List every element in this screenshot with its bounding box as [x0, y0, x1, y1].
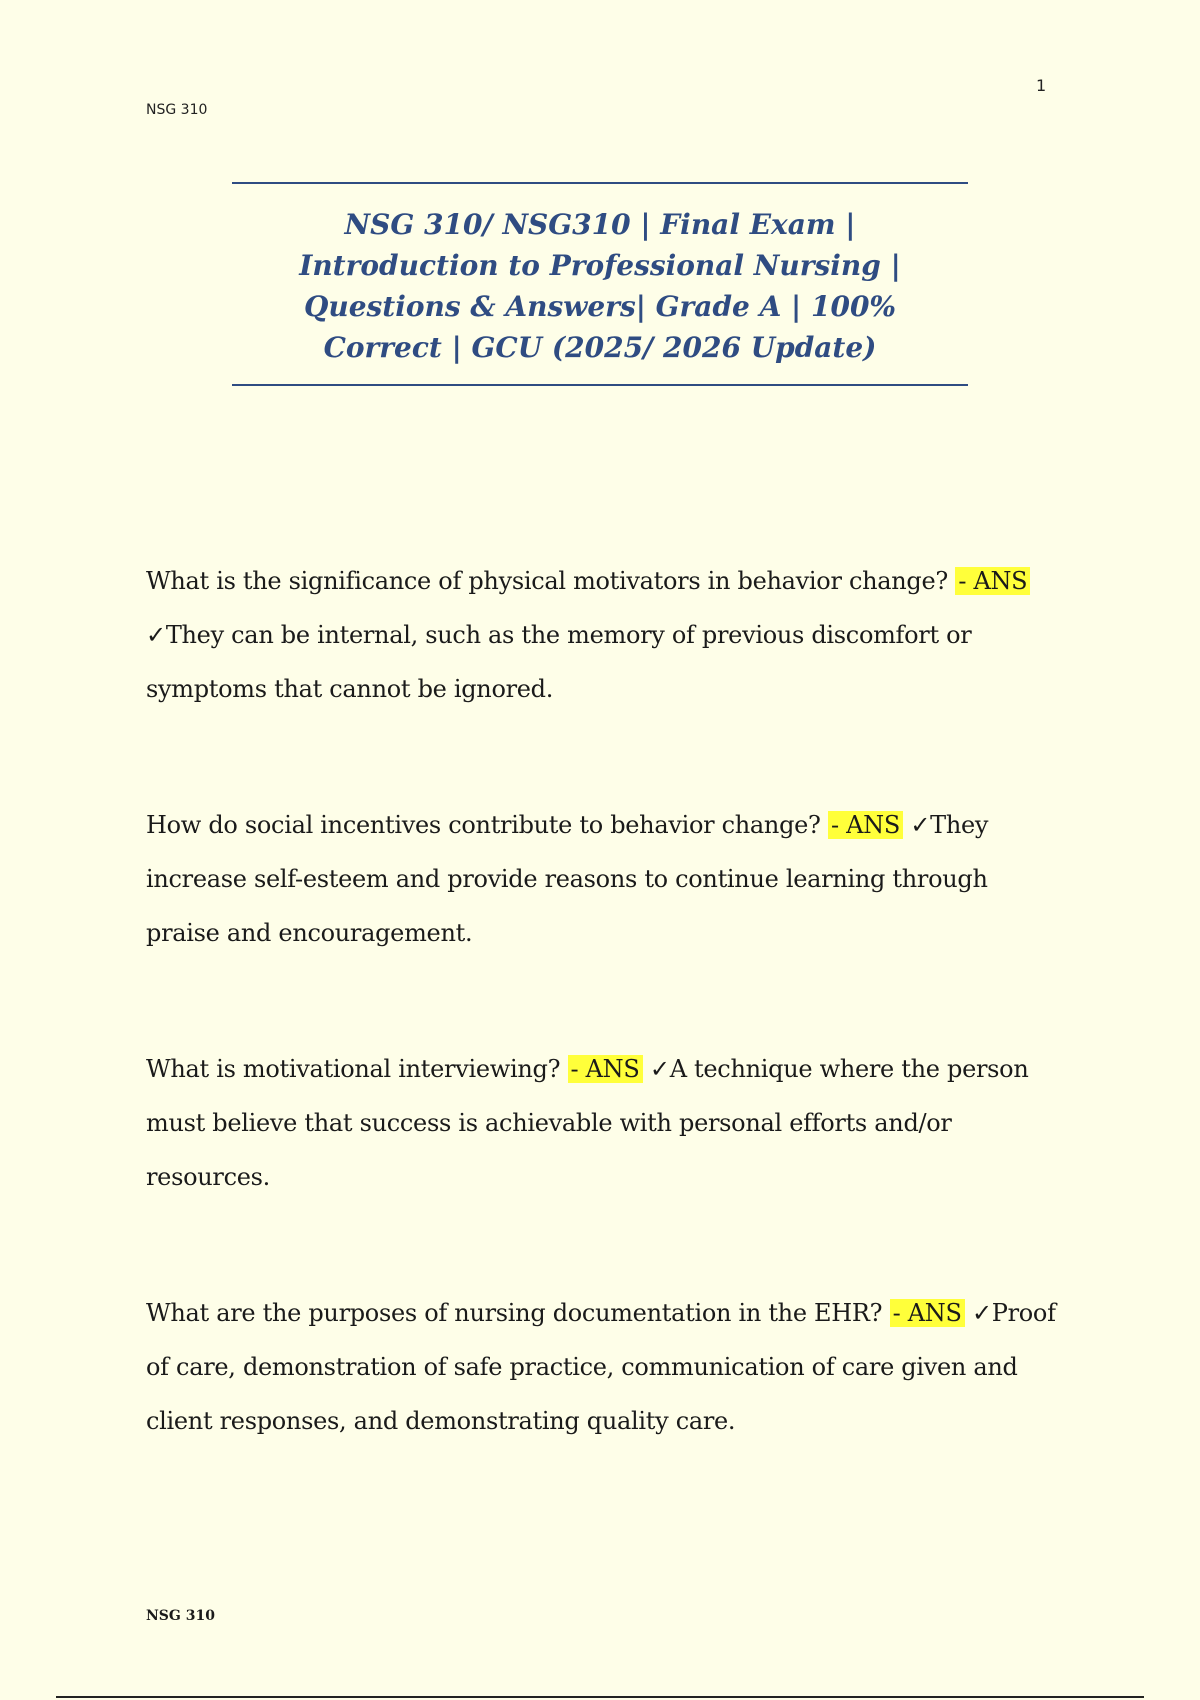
footer-divider: [56, 1696, 1144, 1698]
qa-item: [146, 798, 1058, 960]
header-label: NSG 310: [146, 102, 208, 118]
qa-item: [146, 1286, 1058, 1448]
question-text: What are the purposes of nursing documentation in the EHR?: [146, 1299, 883, 1327]
qa-list: [146, 554, 1058, 1530]
title-block: [232, 182, 968, 386]
check-icon: ✓: [146, 621, 166, 649]
question-text: What is motivational interviewing?: [146, 1055, 561, 1083]
page-number: 1: [1036, 76, 1047, 95]
check-icon: ✓: [649, 1055, 670, 1083]
check-icon: ✓: [971, 1299, 992, 1327]
qa-item: [146, 554, 1058, 716]
ans-label: - ANS: [568, 1055, 643, 1083]
ans-label: - ANS: [955, 567, 1030, 595]
answer-text: Proof of care, demonstration of safe practice, communication of care given and client responses, and demonstrating quality care.: [146, 1299, 1056, 1435]
question-text: What is the significance of physical motivators in behavior change?: [146, 567, 948, 595]
document-title: NSG 310/ NSG310 | Final Exam | Introduction to Professional Nursing | Questions & Answers| Grade A | 100% Correct | GCU (2025/ 2026 Update): [299, 208, 901, 364]
ans-label: - ANS: [828, 811, 903, 839]
footer-label: NSG 310: [146, 1608, 215, 1624]
qa-item: [146, 1042, 1058, 1204]
ans-label: - ANS: [890, 1299, 965, 1327]
answer-text: They can be internal, such as the memory of previous discomfort or symptoms that cannot be ignored.: [146, 621, 972, 703]
question-text: How do social incentives contribute to behavior change?: [146, 811, 821, 839]
answer-text: A technique where the person must believe that success is achievable with personal efforts and/or resources.: [146, 1055, 1029, 1191]
check-icon: ✓: [910, 811, 931, 839]
answer-text: They increase self-esteem and provide reasons to continue learning through praise and encouragement.: [146, 811, 989, 947]
